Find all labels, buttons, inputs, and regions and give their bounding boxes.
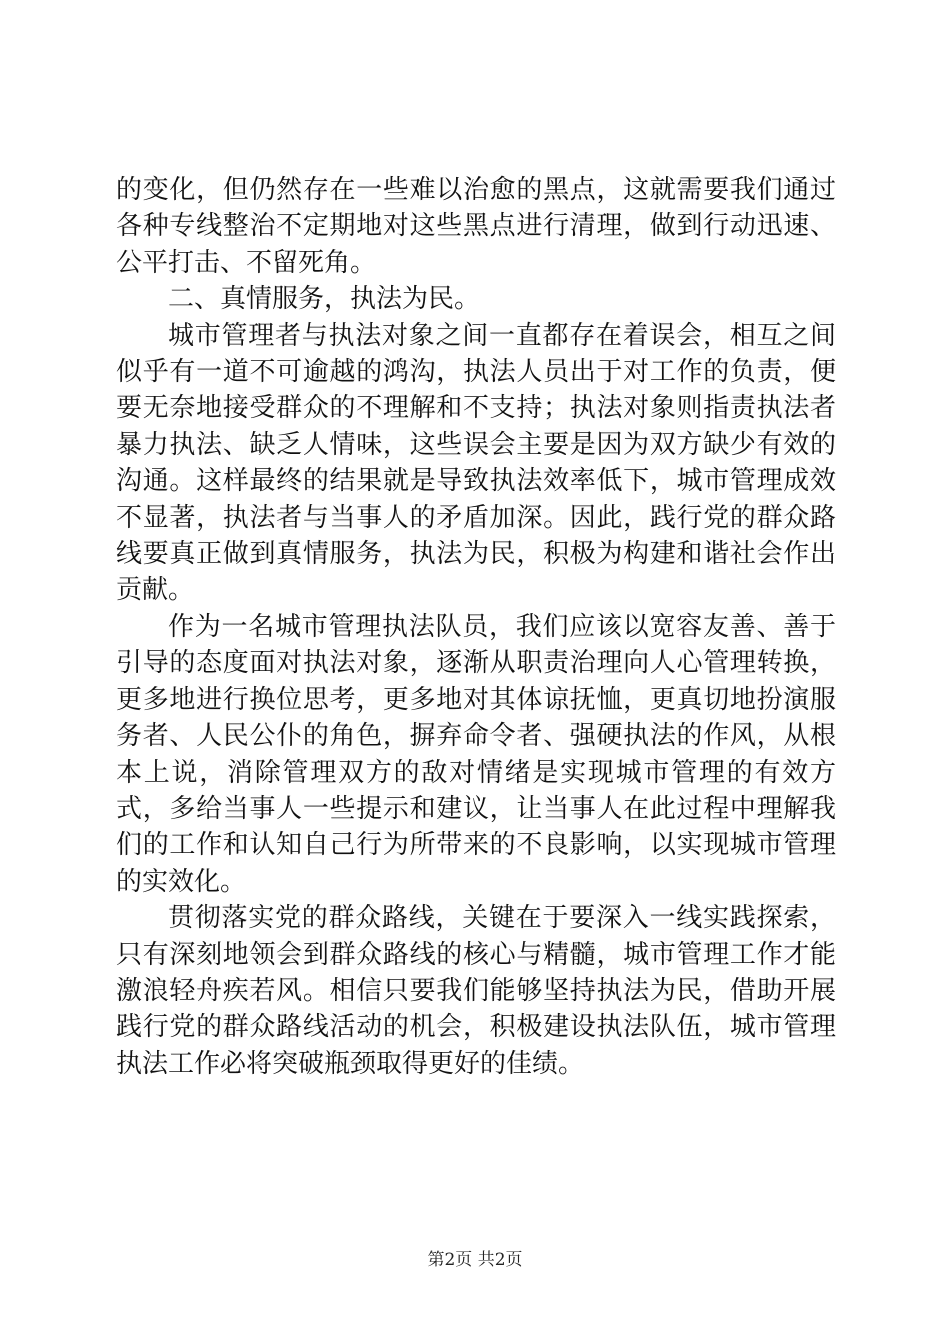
section-heading: 二、真情服务，执法为民。: [168, 284, 481, 315]
paragraph: 城市管理者与执法对象之间一直都存在着误会，相互之间似乎有一道不可逾越的鸿沟，执法人员出于对工作的负责，便要无奈地接受群众的不理解和不支持；执法对象则指责执法者暴力执法、缺乏人情味，这些误会主要是因为双方缺少有效的沟通。这样最终的结果就是导致执法效率低下，城市管理成效不显著，执法者与当事人的矛盾加深。因此，践行党的群众路线要真正做到真情服务，执法为民，积极为构建和谐社会作出贡献。: [116, 320, 836, 606]
paragraph-continuation: 的变化，但仍然存在一些难以治愈的黑点，这就需要我们通过各种专线整治不定期地对这些黑点进行清理，做到行动迅速、公平打击、不留死角。: [116, 175, 836, 278]
paragraph: 贯彻落实党的群众路线，关键在于要深入一线实践探索，只有深刻地领会到群众路线的核心与精髓，城市管理工作才能激浪轻舟疾若风。相信只要我们能够坚持执法为民，借助开展践行党的群众路线活动的机会，积极建设执法队伍，城市管理执法工作必将突破瓶颈取得更好的佳绩。: [116, 903, 836, 1079]
page-number-footer: 第2页 共2页: [427, 1250, 523, 1270]
paragraph: 作为一名城市管理执法队员，我们应该以宽容友善、善于引导的态度面对执法对象，逐渐从职责治理向人心管理转换，更多地进行换位思考，更多地对其体谅抚恤，更真切地扮演服务者、人民公仆的角色，摒弃命令者、强硬执法的作风，从根本上说，消除管理双方的敌对情绪是实现城市管理的有效方式，多给当事人一些提示和建议，让当事人在此过程中理解我们的工作和认知自己行为所带来的不良影响，以实现城市管理的实效化。: [116, 611, 836, 897]
document-body: [116, 172, 836, 1082]
